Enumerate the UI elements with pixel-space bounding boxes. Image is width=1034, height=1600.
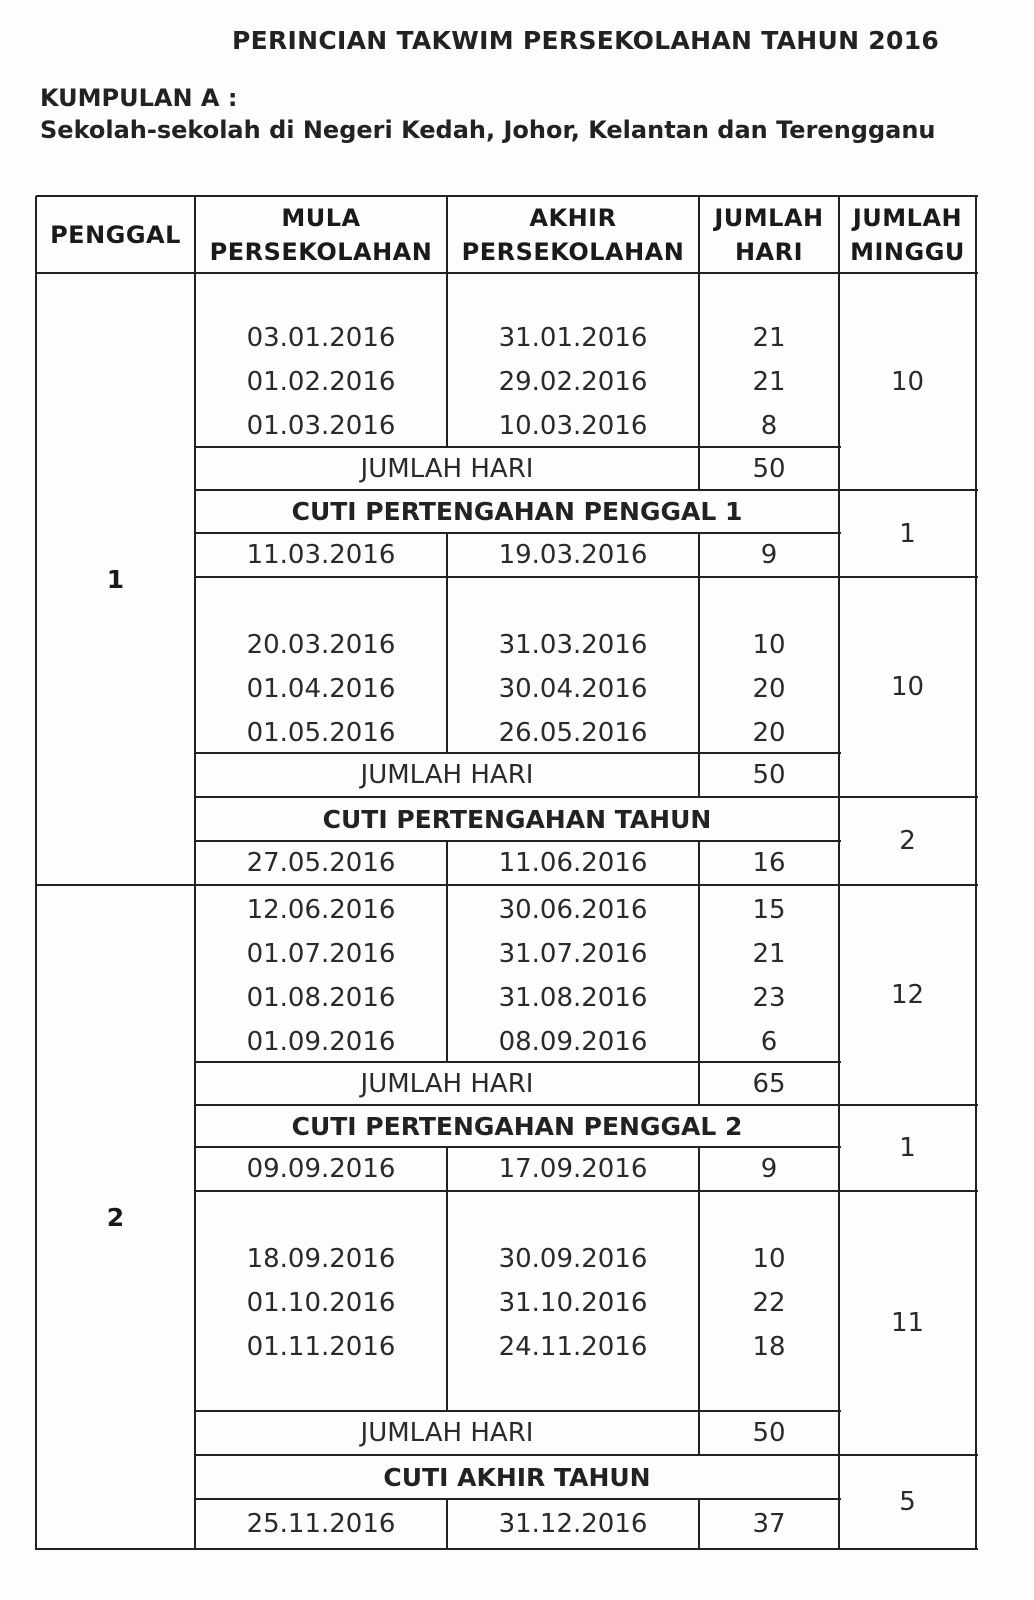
end-date: 29.02.2016 <box>498 367 648 397</box>
jumlah-hari-value: 50 <box>752 453 786 484</box>
end-date: 31.07.2016 <box>498 939 648 969</box>
end-date: 31.01.2016 <box>498 323 648 353</box>
jumlah-hari-label: JUMLAH HARI <box>360 1068 534 1099</box>
start-date: 01.04.2016 <box>246 674 396 704</box>
end-date: 30.06.2016 <box>498 895 648 925</box>
jumlah-hari-value: 65 <box>752 1068 786 1099</box>
holiday-heading: CUTI PERTENGAHAN PENGGAL 1 <box>291 497 743 526</box>
day-count: 10 <box>752 1244 786 1274</box>
end-date: 30.09.2016 <box>498 1244 648 1274</box>
holiday-end-date: 31.12.2016 <box>498 1509 648 1539</box>
holiday-start-date: 25.11.2016 <box>246 1509 396 1539</box>
holiday-start-date: 09.09.2016 <box>246 1154 396 1184</box>
day-count: 18 <box>752 1332 786 1362</box>
jumlah-minggu-cell: 10 <box>890 672 925 702</box>
jumlah-hari-label: JUMLAH HARI <box>360 760 534 790</box>
jumlah-minggu-cell: 1 <box>899 1133 916 1163</box>
header-jumlah-minggu <box>839 196 976 273</box>
end-date: 08.09.2016 <box>498 1027 648 1057</box>
start-date: 01.03.2016 <box>246 411 396 441</box>
document-title: PERINCIAN TAKWIM PERSEKOLAHAN TAHUN 2016 <box>232 26 940 55</box>
header-penggal: PENGGAL <box>50 220 181 249</box>
jumlah-minggu-cell: 10 <box>890 366 925 397</box>
holiday-start-date: 27.05.2016 <box>246 848 396 878</box>
day-count: 6 <box>760 1027 778 1057</box>
header-akhir <box>447 196 699 273</box>
day-count: 20 <box>752 718 786 748</box>
states-subtitle: Sekolah-sekolah di Negeri Kedah, Johor, Kelantan dan Terengganu <box>40 116 936 144</box>
day-count: 10 <box>752 630 786 660</box>
holiday-day-count: 9 <box>760 540 778 570</box>
calendar-table <box>36 196 976 1549</box>
day-count: 8 <box>760 411 778 441</box>
start-date: 03.01.2016 <box>246 323 396 353</box>
holiday-end-date: 19.03.2016 <box>498 540 648 570</box>
start-date: 01.08.2016 <box>246 983 396 1013</box>
end-date: 26.05.2016 <box>498 718 648 748</box>
holiday-day-count: 16 <box>752 848 786 878</box>
jumlah-minggu-cell: 12 <box>890 980 925 1010</box>
header-jumlah-minggu-line: JUMLAH <box>852 203 963 232</box>
holiday-day-count: 37 <box>752 1509 786 1539</box>
jumlah-minggu-cell: 1 <box>899 518 916 549</box>
start-date: 12.06.2016 <box>246 895 396 925</box>
holiday-heading: CUTI PERTENGAHAN TAHUN <box>322 804 712 834</box>
header-mula-line: MULA <box>281 203 361 232</box>
jumlah-minggu-cell: 11 <box>890 1308 925 1338</box>
header-jumlah-minggu-line: MINGGU <box>850 237 965 266</box>
day-count: 21 <box>752 323 786 353</box>
penggal-2: 2 <box>106 1202 125 1232</box>
header-jumlah-hari <box>699 196 839 273</box>
jumlah-minggu-cell: 2 <box>899 826 916 856</box>
day-count: 20 <box>752 674 786 704</box>
day-count: 21 <box>752 939 786 969</box>
header-mula-line: PERSEKOLAHAN <box>209 237 433 266</box>
day-count: 22 <box>752 1288 786 1318</box>
group-label: KUMPULAN A : <box>40 84 238 112</box>
end-date: 31.03.2016 <box>498 630 648 660</box>
penggal-1: 1 <box>106 564 125 594</box>
header-akhir-line: AKHIR <box>529 203 617 232</box>
start-date: 20.03.2016 <box>246 630 396 660</box>
jumlah-minggu-cell: 5 <box>899 1487 916 1517</box>
header-jumlah-hari-line: HARI <box>734 237 804 266</box>
start-date: 01.07.2016 <box>246 939 396 969</box>
jumlah-hari-value: 50 <box>752 1418 786 1448</box>
start-date: 01.11.2016 <box>246 1332 396 1362</box>
start-date: 01.05.2016 <box>246 718 396 748</box>
holiday-day-count: 9 <box>760 1154 778 1184</box>
jumlah-hari-label: JUMLAH HARI <box>360 1418 534 1448</box>
start-date: 18.09.2016 <box>246 1244 396 1274</box>
header-akhir-line: PERSEKOLAHAN <box>461 237 685 266</box>
holiday-heading: CUTI PERTENGAHAN PENGGAL 2 <box>291 1111 743 1141</box>
holiday-start-date: 11.03.2016 <box>246 540 396 570</box>
holiday-end-date: 11.06.2016 <box>498 848 648 878</box>
end-date: 30.04.2016 <box>498 674 648 704</box>
end-date: 31.10.2016 <box>498 1288 648 1318</box>
day-count: 23 <box>752 983 786 1013</box>
end-date: 10.03.2016 <box>498 411 648 441</box>
start-date: 01.10.2016 <box>246 1288 396 1318</box>
end-date: 24.11.2016 <box>498 1332 648 1362</box>
header-mula <box>195 196 447 273</box>
end-date: 31.08.2016 <box>498 983 648 1013</box>
jumlah-hari-label: JUMLAH HARI <box>360 453 534 484</box>
jumlah-hari-value: 50 <box>752 760 786 790</box>
holiday-end-date: 17.09.2016 <box>498 1154 648 1184</box>
start-date: 01.09.2016 <box>246 1027 396 1057</box>
start-date: 01.02.2016 <box>246 367 396 397</box>
header-jumlah-hari-line: JUMLAH <box>714 203 824 232</box>
holiday-heading: CUTI AKHIR TAHUN <box>383 1462 651 1492</box>
day-count: 15 <box>752 895 786 925</box>
day-count: 21 <box>752 367 786 397</box>
